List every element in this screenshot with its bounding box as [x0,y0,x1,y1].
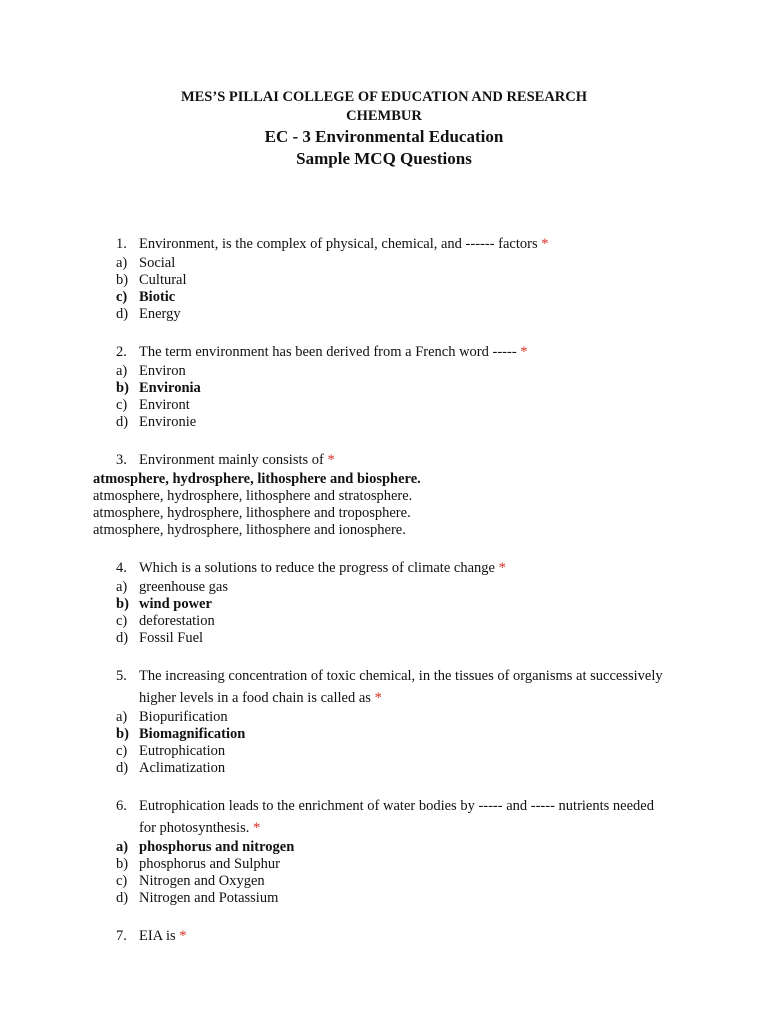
option-letter: b) [116,380,129,396]
option-letter: a) [116,363,128,379]
required-marker: * [374,690,382,706]
answer-option [0,414,768,431]
option-letter: b) [116,596,129,612]
option-text: Environie [139,414,197,430]
option-text: Biopurification [139,709,228,725]
answer-option [0,272,768,289]
answer-option-correct [0,380,768,397]
question-text: Environment mainly consists of [139,452,324,468]
question-line [0,665,768,709]
question-text: Which is a solutions to reduce the progress of climate change [139,560,495,576]
option-text: Social [139,255,176,271]
question-text: Eutrophication leads to the enrichment of water bodies by ----- and ----- nutrients needed for photosynthesis. [139,798,654,836]
option-letter: a) [116,839,129,855]
option-text: Nitrogen and Potassium [139,890,279,906]
question-line [0,795,768,839]
required-marker: * [327,452,335,468]
option-text: Nitrogen and Oxygen [139,873,265,889]
answer-option-correct [0,596,768,613]
option-letter: b) [116,856,129,872]
question-number: 1. [116,236,127,252]
answer-option-correct [0,726,768,743]
answer-option [0,743,768,760]
option-text: atmosphere, hydrosphere, lithosphere and troposphere. [93,505,411,521]
question-number: 7. [116,928,127,944]
question-item [0,925,768,947]
question-line [0,341,768,363]
option-letter: c) [116,397,128,413]
answer-option [0,306,768,323]
answer-option [0,709,768,726]
question-number: 2. [116,344,127,360]
question-number: 5. [116,668,127,684]
question-number: 6. [116,798,127,814]
option-letter: b) [116,726,129,742]
option-text: Cultural [139,272,187,288]
required-marker: * [541,236,549,252]
question-item [0,449,768,539]
option-letter: d) [116,760,129,776]
option-letter: c) [116,613,128,629]
option-text: Environia [139,380,201,396]
question-text: Environment, is the complex of physical, chemical, and ------ factors [139,236,538,252]
required-marker: * [179,928,187,944]
option-text: phosphorus and Sulphur [139,856,280,872]
answer-option [0,505,768,522]
question-line [0,557,768,579]
option-text: phosphorus and nitrogen [139,839,295,855]
answer-option [0,613,768,630]
document-subtitle: Sample MCQ Questions [296,149,472,168]
question-item [0,795,768,907]
required-marker: * [520,344,528,360]
institution-location: CHEMBUR [346,108,422,124]
question-number: 3. [116,452,127,468]
option-letter: d) [116,630,129,646]
option-text: atmosphere, hydrosphere, lithosphere and biosphere. [93,471,421,487]
question-text: EIA is [139,928,176,944]
answer-option [0,579,768,596]
question-item [0,341,768,431]
option-text: Aclimatization [139,760,226,776]
option-text: atmosphere, hydrosphere, lithosphere and stratosphere. [93,488,413,504]
option-text: Biomagnification [139,726,246,742]
answer-option-correct [0,839,768,856]
answer-option [0,630,768,647]
option-text: Eutrophication [139,743,226,759]
option-letter: b) [116,272,129,288]
answer-option-correct [0,289,768,306]
question-line [0,925,768,947]
answer-option [0,397,768,414]
document-header [0,88,768,170]
required-marker: * [252,820,261,836]
question-item [0,557,768,647]
question-item [0,665,768,777]
answer-option [0,856,768,873]
question-number: 4. [116,560,127,576]
option-letter: c) [116,743,128,759]
option-text: deforestation [139,613,215,629]
required-marker: * [498,560,506,576]
option-text: Environt [139,397,190,413]
answer-option [0,890,768,907]
question-text: The term environment has been derived from a French word ----- [139,344,517,360]
option-text: atmosphere, hydrosphere, lithosphere and ionosphere. [93,522,406,538]
option-text: Biotic [139,289,176,305]
option-letter: a) [116,255,128,271]
option-letter: d) [116,890,129,906]
option-text: wind power [139,596,212,612]
answer-option [0,255,768,272]
answer-option [0,522,768,539]
option-letter: a) [116,579,128,595]
answer-option-correct [0,471,768,488]
course-title: EC - 3 Environmental Education [264,127,504,146]
answer-option [0,363,768,380]
option-text: Energy [139,306,181,322]
option-letter: d) [116,414,129,430]
option-text: Environ [139,363,186,379]
institution-name: MES’S PILLAI COLLEGE OF EDUCATION AND RESEARCH [180,89,588,105]
option-letter: c) [116,289,128,305]
option-text: greenhouse gas [139,579,228,595]
question-list [0,233,768,965]
option-letter: d) [116,306,129,322]
question-item [0,233,768,323]
question-line [0,233,768,255]
option-text: Fossil Fuel [139,630,204,646]
answer-option [0,873,768,890]
answer-option [0,760,768,777]
option-letter: a) [116,709,128,725]
question-line [0,449,768,471]
question-text: The increasing concentration of toxic chemical, in the tissues of organisms at successively higher levels in a food chain is called as [139,668,663,706]
answer-option [0,488,768,505]
option-letter: c) [116,873,128,889]
